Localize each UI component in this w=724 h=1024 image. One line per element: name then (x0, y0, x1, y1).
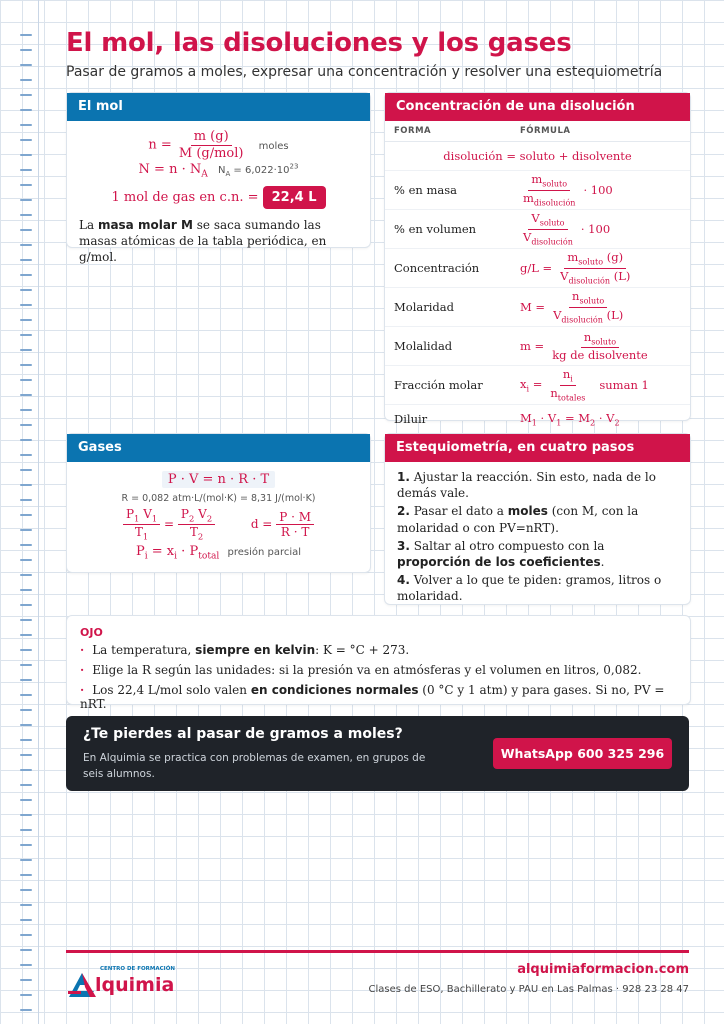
table-row: Molaridad M = $\frac{n_{soluto}}{V_{disolución} (L)}$ (385, 288, 690, 327)
logo-tagline: CENTRO DE FORMACIÓN (100, 966, 175, 972)
stoichiometry-card (384, 433, 691, 605)
warning-title: OJO (80, 626, 103, 639)
molar-volume-formula: 1 mol de gas en c.n. = 22,4 L (67, 186, 370, 209)
ideal-gas-formula: P · V = n · R · T (67, 471, 370, 488)
logo-wordmark: lquimia (95, 974, 175, 996)
concentration-card (384, 92, 691, 428)
cta-text: En Alquimia se practica con problemas de examen, en grupos de seis alumnos. (83, 752, 426, 781)
mol-heading: El mol (67, 93, 370, 121)
warning-card (66, 615, 691, 711)
table-row: Diluir $M_1 \cdot V_1 = M_2 \cdot V_2$ (394, 410, 620, 428)
notebook-margin-line (38, 0, 39, 1024)
mol-card (66, 92, 371, 265)
website-link[interactable]: alquimiaformacion.com (517, 962, 689, 977)
gases-heading: Gases (67, 434, 370, 462)
list-item: · La temperatura, siempre en kelvin: K = °C + 273. (80, 643, 677, 657)
concentration-table-header: FORMA FÓRMULA (385, 121, 690, 142)
cta-title: ¿Te pierdes al pasar de gramos a moles? (83, 726, 403, 742)
table-row: Molalidad m = $\frac{n_{soluto}}{\text{kg de disolvente}}$ (385, 327, 690, 366)
notebook-ring-marks (20, 34, 32, 1024)
page-title: El mol, las disoluciones y los gases (66, 28, 572, 58)
step-2: 2. Pasar el dato a moles (con M, con la molaridad o con PV=nRT). (397, 504, 639, 535)
step-1: 1. Ajustar la reacción. Sin esto, nada de lo demás vale. (397, 470, 656, 501)
whatsapp-button[interactable]: WhatsApp 600 325 296 (493, 738, 672, 769)
molar-volume-badge: 22,4 L (263, 186, 326, 209)
gases-card (66, 433, 371, 573)
footer-divider (66, 950, 689, 953)
concentration-heading: Concentración de una disolución (385, 93, 690, 121)
molar-mass-note: La masa molar M se saca sumando las masas atómicas de la tabla periódica, en g/mol. (79, 217, 327, 265)
partial-pressure-formula: $P_i = x_i \cdot P_{total}$ presión parcial (135, 544, 302, 562)
combined-gas-formula: $\frac{P_1 V_1}{T_1}$ = $\frac{P_2 V_2}{T_2}$ d = $\frac{P \cdot M}{R \cdot T}$ (67, 508, 370, 541)
page-subtitle: Pasar de gramos a moles, expresar una concentración y resolver una estequiometría (66, 64, 663, 80)
stoichiometry-heading: Estequiometría, en cuatro pasos (385, 434, 690, 462)
classes-info: Clases de ESO, Bachillerato y PAU en Las Palmas · 928 23 28 47 (368, 984, 689, 995)
table-row: % en masa $\frac{m_{soluto}}{m_{disolución}}$ · 100 (385, 171, 690, 210)
table-row: Concentración g/L = $\frac{m_{soluto} (g)}{V_{disolución} (L)}$ (385, 249, 690, 288)
step-4: 4. Volver a lo que te piden: gramos, litros o molaridad. (397, 573, 662, 604)
gas-constant-values: R = 0,082 atm·L/(mol·K) = 8,31 J/(mol·K) (121, 493, 316, 504)
particles-formula: $N = n \cdot N_A$ $N_A = 6,022\cdot 10^{23}$ (138, 162, 299, 180)
list-item: · Elige la R según las unidades: si la presión va en atmósferas y el volumen en litros, 0,082. (80, 663, 677, 677)
step-3: 3. Saltar al otro compuesto con la proporción de los coeficientes. (397, 538, 605, 569)
list-item: · Los 22,4 L/mol solo valen en condiciones normales (0 °C y 1 atm) y para gases. Si no, PV = nRT. (80, 683, 677, 711)
table-row: % en volumen $\frac{V_{soluto}}{V_{disolución}}$ · 100 (385, 210, 690, 249)
moles-formula: n = $\frac{m (g)}{\text{M (g/mol)}}$ moles (148, 129, 289, 161)
solution-identity-row: disolución = soluto + disolvente (385, 142, 690, 171)
cta-banner (66, 716, 689, 791)
alquimia-logo (66, 963, 176, 1003)
table-row: Fracción molar $x_i$ = $\frac{n_i}{n_{totales}}$ suman 1 (385, 366, 690, 405)
